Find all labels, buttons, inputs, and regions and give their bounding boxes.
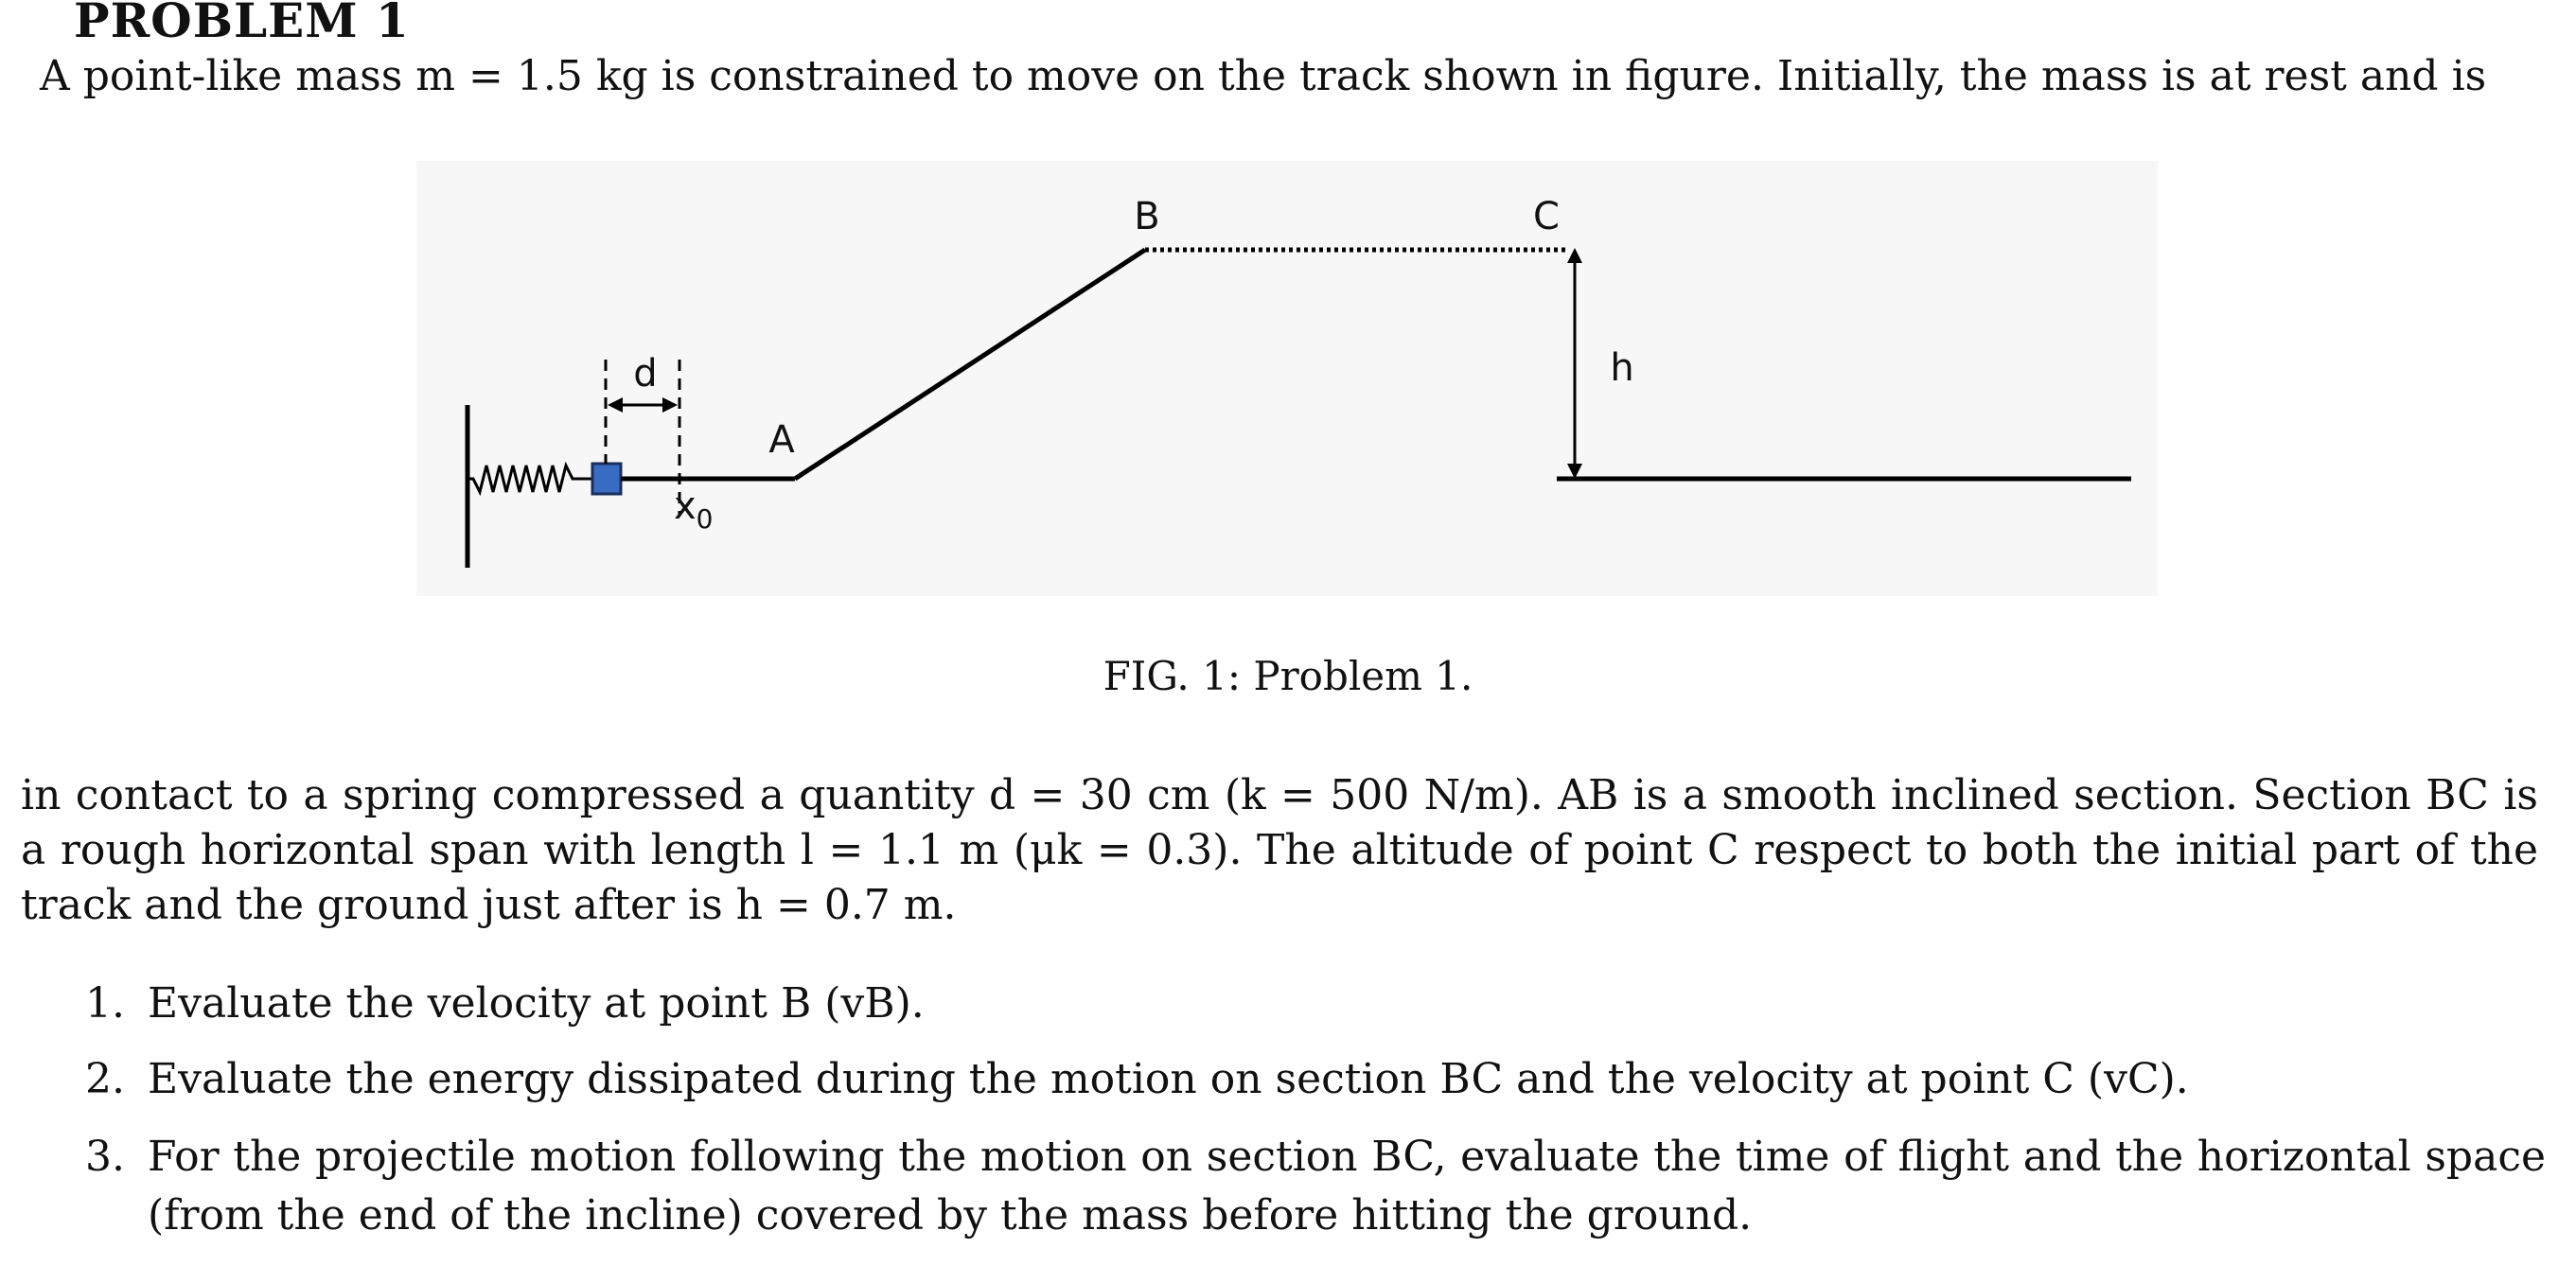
question-item bbox=[85, 1052, 2546, 1107]
label-h: h bbox=[1610, 346, 1634, 390]
label-x0-sub: 0 bbox=[696, 503, 714, 535]
height-arrow-head-top bbox=[1567, 248, 1582, 263]
question-list bbox=[85, 976, 2546, 1266]
question-number: 2. bbox=[85, 1055, 125, 1103]
figure-caption: FIG. 1: Problem 1. bbox=[1103, 653, 1473, 699]
d-arrow-head-left bbox=[608, 397, 623, 413]
label-x0-main: x bbox=[674, 484, 697, 528]
question-text: Evaluate the velocity at point B (vB). bbox=[148, 979, 925, 1028]
label-c: C bbox=[1533, 195, 1560, 238]
d-arrow-head-right bbox=[662, 397, 678, 413]
label-a: A bbox=[768, 418, 795, 462]
question-text: Evaluate the energy dissipated during the motion on section BC and the velocity at point C (vC). bbox=[148, 1055, 2189, 1103]
label-b: B bbox=[1134, 195, 1160, 238]
problem-heading: PROBLEM 1 bbox=[74, 0, 410, 48]
label-x0 bbox=[674, 484, 714, 535]
question-item bbox=[85, 1128, 2546, 1245]
label-d: d bbox=[633, 352, 658, 396]
question-number: 3. bbox=[85, 1133, 125, 1181]
mass-block bbox=[592, 464, 621, 494]
problem-intro: A point-like mass m = 1.5 kg is constrained to move on the track shown in figure. Initially, the mass is at rest and is bbox=[40, 52, 2487, 100]
spring bbox=[468, 466, 594, 492]
question-number: 1. bbox=[85, 979, 125, 1028]
incline-ab bbox=[795, 250, 1145, 479]
question-text: For the projectile motion following the motion on section BC, evaluate the time of flight and the horizontal space (from the end of the incline) covered by the mass before hitting the ground. bbox=[148, 1133, 2546, 1240]
problem-body: in contact to a spring compressed a quantity d = 30 cm (k = 500 N/m). AB is a smooth inclined section. Section BC is a rough horizontal span with length l = 1.1 m (μk = 0.3). The altitude of point C respect to both the initial part of the track and the ground just after is h = 0.7 m. bbox=[21, 771, 2538, 929]
question-item bbox=[85, 976, 2546, 1031]
